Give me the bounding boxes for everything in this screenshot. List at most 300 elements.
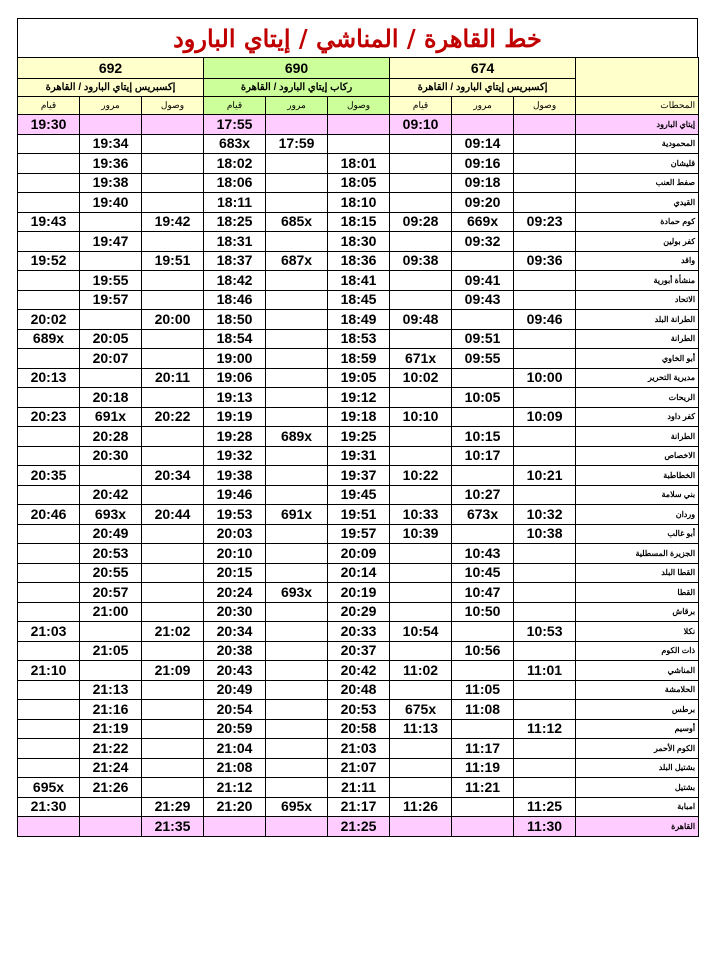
cell-depart-674: 09:28 [390,212,452,232]
station-name: بني سلامة [576,485,699,505]
table-row [18,758,699,778]
cell-depart-692 [18,524,80,544]
cell-pass-692: 20:42 [80,485,142,505]
cell-pass-692 [80,622,142,642]
train-674-name: إكسبريس إيتاي البارود / القاهرة [390,79,576,97]
cell-arrive-690: 18:45 [328,290,390,310]
table-row [18,817,699,837]
cell-arrive-674 [514,193,576,213]
cell-pass-690: 695x [266,797,328,817]
table-row [18,251,699,271]
cell-pass-692: 21:26 [80,778,142,798]
station-name: قليشان [576,154,699,174]
cell-arrive-692 [142,563,204,583]
cell-arrive-690: 19:25 [328,427,390,447]
cell-depart-690: 18:37 [204,251,266,271]
cell-pass-692: 19:38 [80,173,142,193]
cell-pass-692: 20:53 [80,544,142,564]
table-row [18,446,699,466]
cell-pass-692: 21:05 [80,641,142,661]
cell-depart-692 [18,232,80,252]
cell-depart-674 [390,563,452,583]
cell-arrive-674 [514,427,576,447]
cell-depart-674 [390,778,452,798]
cell-pass-674: 10:43 [452,544,514,564]
table-row [18,193,699,213]
cell-depart-692: 20:02 [18,310,80,330]
cell-pass-692: 20:28 [80,427,142,447]
cell-pass-690 [266,271,328,291]
cell-pass-674: 09:16 [452,154,514,174]
station-name: واقد [576,251,699,271]
cell-depart-674 [390,680,452,700]
station-name: الريحات [576,388,699,408]
cell-arrive-674: 09:36 [514,251,576,271]
table-row [18,290,699,310]
cell-pass-692: 21:19 [80,719,142,739]
cell-arrive-674 [514,446,576,466]
cell-pass-674: 09:32 [452,232,514,252]
cell-depart-692 [18,563,80,583]
cell-arrive-692: 21:02 [142,622,204,642]
cell-arrive-690: 21:03 [328,739,390,759]
cell-pass-690 [266,232,328,252]
cell-arrive-690: 21:11 [328,778,390,798]
cell-depart-692 [18,349,80,369]
cell-depart-692 [18,700,80,720]
station-name: الطرانة البلد [576,310,699,330]
cell-depart-690: 19:53 [204,505,266,525]
cell-arrive-690: 21:17 [328,797,390,817]
cell-pass-690 [266,115,328,135]
cell-arrive-692: 19:51 [142,251,204,271]
station-name: إيتاي البارود [576,115,699,135]
cell-arrive-692 [142,583,204,603]
cell-pass-692 [80,251,142,271]
cell-pass-690 [266,700,328,720]
cell-pass-692 [80,310,142,330]
cell-depart-692: 20:13 [18,368,80,388]
cell-arrive-674 [514,778,576,798]
cell-pass-674: 09:20 [452,193,514,213]
table-row [18,407,699,427]
cell-arrive-690: 20:14 [328,563,390,583]
station-header-blank [576,58,699,97]
cell-depart-690: 20:38 [204,641,266,661]
cell-pass-690 [266,661,328,681]
cell-arrive-674 [514,680,576,700]
cell-pass-674: 11:21 [452,778,514,798]
cell-depart-690: 19:13 [204,388,266,408]
cell-arrive-674 [514,134,576,154]
cell-arrive-674: 11:25 [514,797,576,817]
train-692-name: إكسبريس إيتاي البارود / القاهرة [18,79,204,97]
cell-pass-692: 19:36 [80,154,142,174]
cell-pass-692: 21:22 [80,739,142,759]
table-row [18,719,699,739]
cell-depart-690: 21:20 [204,797,266,817]
cell-depart-674 [390,817,452,837]
cell-depart-692: 695x [18,778,80,798]
cell-depart-690: 20:24 [204,583,266,603]
cell-pass-690: 693x [266,583,328,603]
cell-depart-674: 10:33 [390,505,452,525]
cell-pass-674: 669x [452,212,514,232]
station-name: الكوم الأحمر [576,739,699,759]
cell-arrive-674 [514,271,576,291]
cell-arrive-674: 10:00 [514,368,576,388]
station-name: أوسيم [576,719,699,739]
station-name: منشأة أبورية [576,271,699,291]
station-name: بشتيل البلد [576,758,699,778]
station-name: أبو الخاوي [576,349,699,369]
cell-arrive-674: 09:46 [514,310,576,330]
cell-arrive-692 [142,602,204,622]
cell-arrive-690: 20:33 [328,622,390,642]
station-name: الاخصاص [576,446,699,466]
cell-depart-692 [18,680,80,700]
cell-depart-692 [18,739,80,759]
cell-pass-692: 21:24 [80,758,142,778]
col-pass-674: مرور [452,97,514,115]
table-row [18,368,699,388]
cell-depart-690: 18:02 [204,154,266,174]
cell-arrive-690: 20:48 [328,680,390,700]
cell-depart-692 [18,817,80,837]
cell-pass-674: 10:50 [452,602,514,622]
cell-depart-692 [18,719,80,739]
cell-depart-692: 21:10 [18,661,80,681]
cell-arrive-692: 20:34 [142,466,204,486]
cell-pass-692: 21:16 [80,700,142,720]
cell-pass-690: 685x [266,212,328,232]
station-name: برقاش [576,602,699,622]
cell-arrive-674 [514,700,576,720]
cell-pass-690 [266,739,328,759]
cell-arrive-674 [514,115,576,135]
table-row [18,661,699,681]
table-row [18,271,699,291]
cell-pass-690 [266,817,328,837]
cell-depart-692 [18,134,80,154]
cell-depart-692 [18,641,80,661]
cell-arrive-690: 21:25 [328,817,390,837]
cell-arrive-674 [514,388,576,408]
station-name: الطرانة [576,329,699,349]
cell-depart-692 [18,271,80,291]
cell-arrive-690: 18:30 [328,232,390,252]
cell-arrive-690: 19:18 [328,407,390,427]
table-row [18,427,699,447]
cell-arrive-692: 20:44 [142,505,204,525]
cell-pass-674: 10:45 [452,563,514,583]
col-arrive-690: وصول [328,97,390,115]
cell-arrive-690: 18:41 [328,271,390,291]
cell-pass-690 [266,544,328,564]
cell-depart-690: 18:11 [204,193,266,213]
cell-depart-674 [390,290,452,310]
table-row [18,212,699,232]
cell-depart-674: 10:02 [390,368,452,388]
cell-pass-674: 673x [452,505,514,525]
cell-arrive-690 [328,115,390,135]
cell-pass-692 [80,115,142,135]
cell-arrive-674 [514,485,576,505]
cell-arrive-692 [142,388,204,408]
cell-depart-674 [390,446,452,466]
cell-arrive-674: 10:09 [514,407,576,427]
cell-arrive-690: 20:09 [328,544,390,564]
cell-depart-692: 21:03 [18,622,80,642]
station-name: الجزيرة المسطلية [576,544,699,564]
table-row [18,466,699,486]
cell-pass-674 [452,115,514,135]
table-row [18,232,699,252]
station-name: مديرية التحرير [576,368,699,388]
cell-arrive-692 [142,193,204,213]
cell-depart-690: 19:46 [204,485,266,505]
station-name: كفر بولين [576,232,699,252]
station-name: نكلا [576,622,699,642]
cell-arrive-674 [514,602,576,622]
cell-pass-674 [452,251,514,271]
cell-depart-692 [18,602,80,622]
cell-arrive-692 [142,154,204,174]
cell-pass-690: 687x [266,251,328,271]
cell-depart-692 [18,193,80,213]
table-row [18,739,699,759]
col-depart-692: قيام [18,97,80,115]
cell-arrive-692: 20:11 [142,368,204,388]
cell-pass-690 [266,446,328,466]
cell-pass-674 [452,719,514,739]
cell-arrive-674: 11:30 [514,817,576,837]
cell-arrive-690: 18:53 [328,329,390,349]
cell-depart-674: 09:38 [390,251,452,271]
table-row [18,134,699,154]
cell-pass-674: 09:55 [452,349,514,369]
cell-depart-690: 20:03 [204,524,266,544]
cell-depart-690: 19:38 [204,466,266,486]
station-name: صفط العنب [576,173,699,193]
cell-arrive-674: 11:01 [514,661,576,681]
col-arrive-692: وصول [142,97,204,115]
cell-depart-674 [390,388,452,408]
cell-depart-674 [390,602,452,622]
cell-pass-692: 20:07 [80,349,142,369]
cell-arrive-692 [142,134,204,154]
station-name: امبابة [576,797,699,817]
cell-depart-690: 18:46 [204,290,266,310]
cell-depart-692 [18,583,80,603]
cell-pass-674: 10:05 [452,388,514,408]
cell-depart-690: 21:12 [204,778,266,798]
cell-arrive-692 [142,115,204,135]
train-690-name: ركاب إيتاي البارود / القاهرة [204,79,390,97]
cell-pass-674 [452,310,514,330]
table-row [18,700,699,720]
cell-arrive-692 [142,427,204,447]
cell-depart-690 [204,817,266,837]
cell-depart-692: 19:52 [18,251,80,271]
cell-pass-690 [266,758,328,778]
cell-depart-692 [18,173,80,193]
cell-depart-674 [390,154,452,174]
cell-arrive-690: 18:36 [328,251,390,271]
cell-depart-674 [390,134,452,154]
cell-arrive-674: 10:21 [514,466,576,486]
timetable-sheet [17,18,698,837]
cell-pass-690 [266,310,328,330]
cell-depart-692 [18,544,80,564]
cell-pass-690 [266,407,328,427]
station-name: المناشي [576,661,699,681]
cell-arrive-690: 20:58 [328,719,390,739]
cell-pass-674: 09:41 [452,271,514,291]
train-690-number: 690 [204,58,390,79]
cell-depart-690: 20:34 [204,622,266,642]
col-depart-674: قيام [390,97,452,115]
cell-pass-674: 10:56 [452,641,514,661]
cell-depart-674 [390,271,452,291]
cell-pass-674: 10:27 [452,485,514,505]
cell-pass-674: 09:51 [452,329,514,349]
cell-depart-692: 19:43 [18,212,80,232]
cell-arrive-690: 18:59 [328,349,390,369]
cell-pass-674 [452,524,514,544]
cell-arrive-690: 20:42 [328,661,390,681]
station-name: كوم حمادة [576,212,699,232]
cell-arrive-674 [514,349,576,369]
cell-depart-690: 19:32 [204,446,266,466]
table-row [18,310,699,330]
cell-arrive-692 [142,544,204,564]
cell-arrive-690: 20:53 [328,700,390,720]
table-row [18,641,699,661]
cell-arrive-690: 20:19 [328,583,390,603]
cell-depart-692 [18,427,80,447]
cell-depart-692: 20:35 [18,466,80,486]
cell-pass-692: 19:47 [80,232,142,252]
cell-pass-690 [266,329,328,349]
col-depart-690: قيام [204,97,266,115]
cell-pass-690 [266,173,328,193]
cell-depart-692: 21:30 [18,797,80,817]
station-name: برطس [576,700,699,720]
cell-depart-692 [18,154,80,174]
cell-arrive-690 [328,134,390,154]
cell-depart-690: 18:06 [204,173,266,193]
cell-depart-674 [390,758,452,778]
cell-pass-690 [266,641,328,661]
table-row [18,622,699,642]
station-name: القيدي [576,193,699,213]
cell-pass-692: 693x [80,505,142,525]
cell-pass-674 [452,407,514,427]
cell-pass-690: 17:59 [266,134,328,154]
cell-depart-690: 683x [204,134,266,154]
cell-pass-692: 691x [80,407,142,427]
station-name: كفر داود [576,407,699,427]
cell-arrive-690: 20:37 [328,641,390,661]
station-name: بشتيل [576,778,699,798]
cell-arrive-674 [514,758,576,778]
cell-depart-674: 11:13 [390,719,452,739]
cell-arrive-674: 10:32 [514,505,576,525]
cell-arrive-674: 09:23 [514,212,576,232]
cell-arrive-674 [514,739,576,759]
cell-arrive-692: 21:35 [142,817,204,837]
cell-arrive-690: 19:31 [328,446,390,466]
cell-arrive-692 [142,680,204,700]
table-row [18,154,699,174]
cell-pass-674 [452,661,514,681]
table-row [18,544,699,564]
cell-pass-692: 21:00 [80,602,142,622]
cell-pass-690 [266,193,328,213]
timetable-title: خط القاهرة / المناشي / إيتاي البارود [173,23,542,53]
cell-arrive-690: 18:05 [328,173,390,193]
cell-depart-690: 21:04 [204,739,266,759]
cell-arrive-674 [514,563,576,583]
cell-pass-690 [266,154,328,174]
cell-arrive-692: 20:22 [142,407,204,427]
cell-pass-690: 691x [266,505,328,525]
station-name: الحلامشة [576,680,699,700]
table-row [18,778,699,798]
cell-arrive-692: 20:00 [142,310,204,330]
title-bar [17,18,698,57]
station-name: وردان [576,505,699,525]
cell-depart-674 [390,232,452,252]
cell-depart-690: 19:00 [204,349,266,369]
cell-pass-674 [452,368,514,388]
cell-pass-692: 19:57 [80,290,142,310]
cell-pass-690 [266,563,328,583]
cell-arrive-692: 21:09 [142,661,204,681]
station-name: المحمودية [576,134,699,154]
table-row [18,524,699,544]
cell-arrive-692 [142,739,204,759]
table-row [18,115,699,135]
cell-depart-674: 675x [390,700,452,720]
cell-pass-674: 09:43 [452,290,514,310]
cell-depart-690: 18:50 [204,310,266,330]
cell-depart-690: 21:08 [204,758,266,778]
cell-depart-674 [390,583,452,603]
cell-pass-674: 10:17 [452,446,514,466]
cell-pass-690 [266,290,328,310]
cell-arrive-692 [142,349,204,369]
cell-arrive-692 [142,232,204,252]
cell-depart-690: 20:15 [204,563,266,583]
table-row [18,329,699,349]
table-row [18,349,699,369]
cell-arrive-674 [514,641,576,661]
cell-depart-692 [18,446,80,466]
cell-pass-690 [266,349,328,369]
cell-pass-692 [80,661,142,681]
cell-depart-690: 19:19 [204,407,266,427]
col-arrive-674: وصول [514,97,576,115]
cell-depart-690: 20:43 [204,661,266,681]
cell-arrive-674 [514,583,576,603]
cell-arrive-690: 18:49 [328,310,390,330]
cell-pass-692: 21:13 [80,680,142,700]
cell-arrive-690: 19:12 [328,388,390,408]
cell-pass-674 [452,466,514,486]
cell-pass-690 [266,778,328,798]
